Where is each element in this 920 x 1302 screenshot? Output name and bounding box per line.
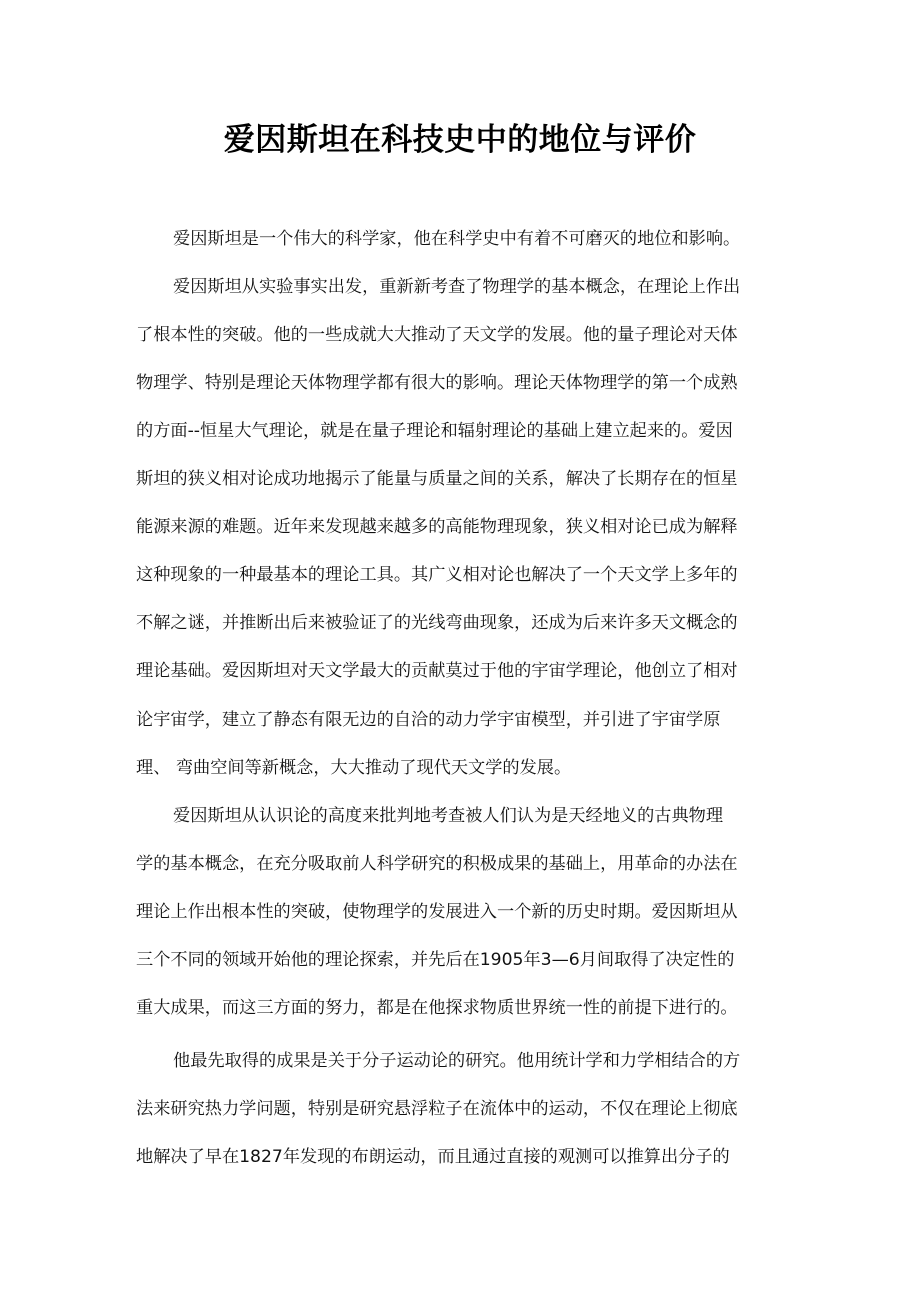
- text-line: 理论基础。爱因斯坦对天文学最大的贡献莫过于他的宇宙学理论，他创立了相对: [136, 661, 738, 681]
- text-line: 了根本性的突破。他的一些成就大大推动了天文学的发展。他的量子理论对天体: [136, 325, 738, 345]
- text-line: 爱因斯坦从认识论的高度来批判地考查被人们认为是天经地义的古典物理: [173, 806, 724, 826]
- text-line: 不解之谜，并推断出后来被验证了的光线弯曲现象，还成为后来许多天文概念的: [136, 613, 738, 633]
- text-line: 物理学、特别是理论天体物理学都有很大的影响。理论天体物理学的第一个成熟: [136, 373, 738, 393]
- text-line: 爱因斯坦从实验事实出发，重新新考查了物理学的基本概念，在理论上作出: [173, 277, 741, 297]
- text-line: 重大成果，而这三方面的努力，都是在他探求物质世界统一性的前提下进行的。: [136, 998, 738, 1018]
- text-line: 学的基本概念，在充分吸取前人科学研究的积极成果的基础上，用革命的办法在: [136, 854, 738, 874]
- document-title: 爱因斯坦在科技史中的地位与评价: [223, 122, 697, 158]
- text-line: 法来研究热力学问题，特别是研究悬浮粒子在流体中的运动，不仅在理论上彻底: [136, 1099, 738, 1119]
- text-line: 论宇宙学，建立了静态有限无边的自洽的动力学宇宙模型，并引进了宇宙学原: [136, 710, 721, 730]
- text-line: 斯坦的狭义相对论成功地揭示了能量与质量之间的关系，解决了长期存在的恒星: [136, 469, 738, 489]
- text-line: 地解决了早在1827年发现的布朗运动，而且通过直接的观测可以推算出分子的: [136, 1147, 730, 1167]
- text-line: 三个不同的领域开始他的理论探索，并先后在1905年3—6月间取得了决定性的: [136, 950, 735, 970]
- text-line: 理、 弯曲空间等新概念，大大推动了现代天文学的发展。: [136, 758, 572, 778]
- text-line: 的方面--恒星大气理论，就是在量子理论和辐射理论的基础上建立起来的。爱因: [136, 421, 733, 441]
- text-line: 爱因斯坦是一个伟大的科学家，他在科学史中有着不可磨灭的地位和影响。: [173, 229, 741, 249]
- text-line: 这种现象的一种最基本的理论工具。其广义相对论也解决了一个天文学上多年的: [136, 565, 738, 585]
- text-line: 能源来源的难题。近年来发现越来越多的高能物理现象，狭义相对论已成为解释: [136, 517, 738, 537]
- text-line: 理论上作出根本性的突破，使物理学的发展进入一个新的历史时期。爱因斯坦从: [136, 902, 738, 922]
- text-line: 他最先取得的成果是关于分子运动论的研究。他用统计学和力学相结合的方: [173, 1051, 741, 1071]
